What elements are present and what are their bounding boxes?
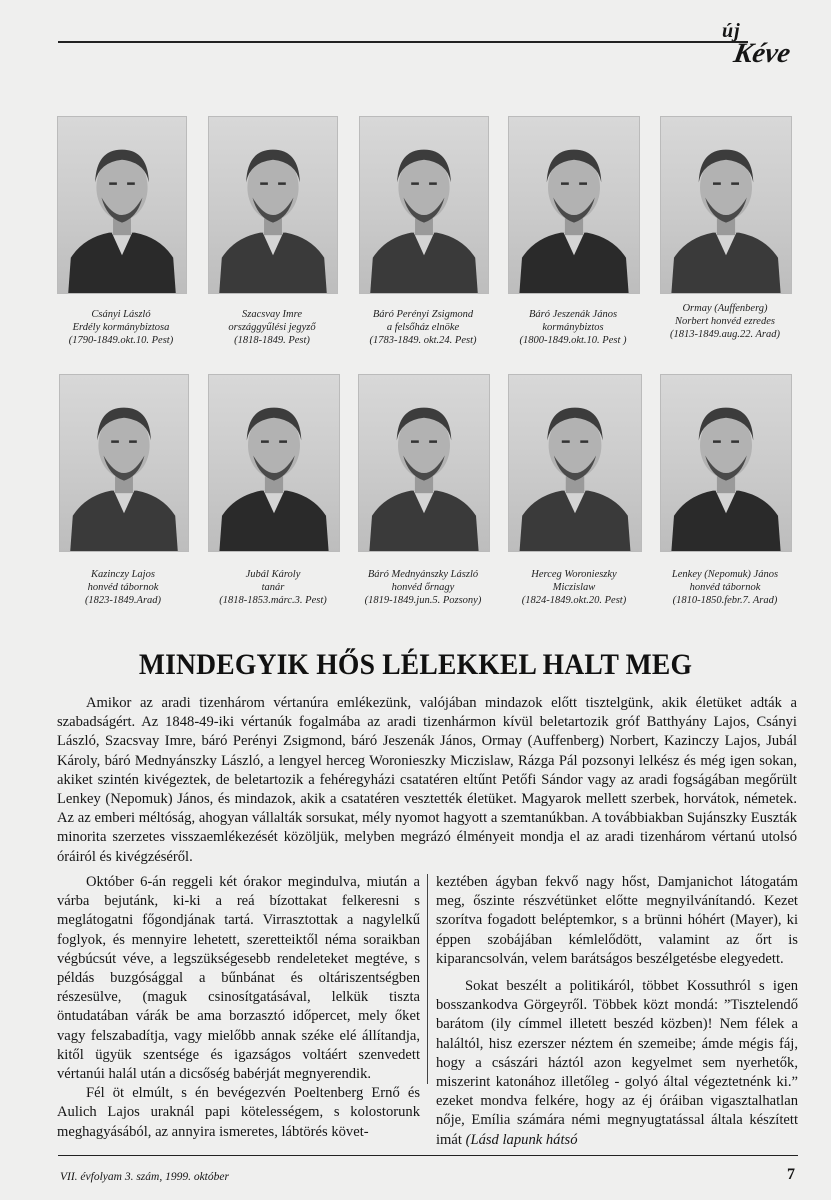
portrait-caption xyxy=(496,308,650,347)
portrait-dates: (1819-1849.jun.5. Pozsony) xyxy=(364,595,482,606)
portrait-title: országgyűlési jegyző xyxy=(228,322,316,333)
portrait-engraving xyxy=(660,374,792,552)
article-intro: Amikor az aradi tizenhárom vértanúra emlékezünk, valójában mindazok előtt tisztelgünk, akik életüket adták a szabadságért. Az 1848-49-iki vértanúk fogalmába az aradi tizenhármon kívül beletartozik gróf Batthyány Lajos, Csányi László, Szacsvay Imre, báró Perényi Zsigmond, báró Jeszenák János, Ormay (Auffenberg) Norbert, Kazinczy Lajos, Jubál Károly, báró Mednyánszky László, a lengyel herceg Woronieszky Miczislaw, Rázga Pál pozsonyi lelkész és még igen sokan, akiket szintén kivégeztek, de beletartozik a fehéregyházi csatatéren eltűnt Petőfi Sándor vagy az aradi fogságában megőrült Lenkey (Nepomuk) János, és mindazok, akik a csatatéren vesztették életüket. Magyarok mellett szerbek, horvátok, németek. Az az emberi méltóság, ahogyan vállalták sorsukat, mély nyomot hagyott a szemtanúkban. A továbbiakban Sujánszky Euszták minorita szerzetes visszaemlékezését közöljük, melyben megrázó élményeit mondja el az aradi tizenhárom vértanú utolsó óráiról és kivégzéséről. xyxy=(57,695,797,865)
portrait-dates: (1783-1849. okt.24. Pest) xyxy=(369,335,477,346)
portrait-caption xyxy=(47,568,199,607)
article-title: MINDEGYIK HŐS LÉLEKKEL HALT MEG xyxy=(138,648,693,681)
page-number: 7 xyxy=(787,1166,795,1183)
logo-uj: új xyxy=(722,20,741,42)
column-divider xyxy=(427,874,428,1084)
portrait-name: Jubál Károly xyxy=(245,569,301,580)
portrait-dates: (1823-1849.Arad) xyxy=(84,595,162,606)
portrait-engraving xyxy=(208,116,338,294)
portrait-name: Báró Jeszenák János xyxy=(528,309,618,320)
portrait-dates: (1818-1853.márc.3. Pest) xyxy=(219,595,327,606)
portrait-caption xyxy=(196,308,348,347)
portrait-caption xyxy=(648,568,802,607)
issue-info: VII. évfolyam 3. szám, 1999. október xyxy=(60,1171,229,1183)
portrait-caption xyxy=(45,308,197,347)
portrait-caption xyxy=(496,568,652,607)
portrait-dates: (1818-1849. Pest) xyxy=(234,335,310,346)
portrait-engraving xyxy=(660,116,792,294)
portrait-name: Báró Mednyánszky László xyxy=(367,569,479,580)
paragraph: Október 6-án reggeli két órakor megindulva, miután a várba bejutánk, ki-ki a reá bízottakat felkeresni s meglátogatni főgondjának tartá. Virrasztottak a nagylelkű foglyok, és mennyire lehetett, szeretteiktől néma soraikban végbúcsút véve, a legszükségesebb rendeleteket megtéve, s példás buzgósággal a bűnbánat és oltáriszentségben részesülve, (maguk csinosítgatásával, lelkük tiszta öntudatában várák be ama borzasztó időpercet, mely őket vagy felszabadítja, vagy mielőbb annak széke elé állítandja, kitől ügyük szentsége és igazságos voltáért szenvedett vértanúi halál után a dicsőség babérját megnyerendik. xyxy=(57,874,420,1083)
portrait-name: Szacsvay Imre xyxy=(242,309,302,320)
see-back-page-note: (Lásd lapunk hátsó xyxy=(465,1131,578,1148)
portrait-engraving xyxy=(57,116,187,294)
logo-keve: Kéve xyxy=(731,38,793,69)
portrait-name: Herceg Woronieszky xyxy=(531,569,617,580)
portrait-engraving xyxy=(358,374,490,552)
header-rule xyxy=(58,41,748,43)
portrait-caption xyxy=(648,302,802,341)
magazine-logo xyxy=(716,20,806,72)
portrait-engraving xyxy=(508,374,642,552)
column-left xyxy=(57,873,420,1142)
column-right xyxy=(436,873,798,1150)
portrait-engraving xyxy=(359,116,489,294)
portrait-title: honvéd tábornok xyxy=(87,582,159,593)
portrait-caption xyxy=(347,308,499,347)
paragraph-text: Sokat beszélt a politikáról, többet Kossuthról s igen bosszankodva Görgeyről. Többek közt mondá: ”Tisztelendő barátom (ily címmel illetett beszéd közben)! Nem félek a haláltól, hisz ezerszer néztem én szemeibe; ámde mégis fáj, hogy a császári háztól azon kegyelmet sem nyerhetők, miszerint katonához illetőleg - golyó által végeztetnénk ki.” ezeket mondva felkére, hogy az éj óráiban vigasztalhatlan nője, Emília számára némi megnyugtatással általa készített imát xyxy=(436,978,798,1148)
portrait-name: Báró Perényi Zsigmond xyxy=(372,309,474,320)
portrait-title: kormánybiztos xyxy=(542,322,604,333)
portrait-caption xyxy=(346,568,500,607)
portrait-engraving xyxy=(508,116,640,294)
portrait-dates: (1810-1850.febr.7. Arad) xyxy=(672,595,778,606)
paragraph: Fél öt elmúlt, s én bevégezvén Poeltenberg Ernő és Aulich Lajos uraknál papi kötelességem, s kolostorunk meghagyásából, az annyira ismeretes, lábtörés követ- xyxy=(57,1085,420,1140)
portrait-name: Ormay (Auffenberg) xyxy=(682,303,768,314)
portrait-name: Kazinczy Lajos xyxy=(91,569,155,580)
portrait-caption xyxy=(196,568,350,607)
paragraph xyxy=(436,977,798,1150)
portrait-engraving xyxy=(59,374,189,552)
portrait-dates: (1790-1849.okt.10. Pest) xyxy=(68,335,174,346)
portrait-engraving xyxy=(208,374,340,552)
portrait-title: tanár xyxy=(261,582,285,593)
footer-rule xyxy=(58,1155,798,1156)
portrait-title: honvéd őrnagy xyxy=(391,582,455,593)
portrait-dates: (1800-1849.okt.10. Pest ) xyxy=(519,335,627,346)
portrait-dates: (1824-1849.okt.20. Pest) xyxy=(521,595,627,606)
portrait-name: Lenkey (Nepomuk) János xyxy=(671,569,779,580)
paragraph: keztében ágyban fekvő nagy hőst, Damjanichot látogatám meg, őszinte részvétünket előtte megnyilvánítandó. Kezet szorítva fogadott beléptemkor, s a brünni hóhért (Mayer), ki éppen szobájában kémlelődött, valamint az őrt is kiparancsolván, velem barátságos beszélgetésbe elegyedett. xyxy=(436,874,798,967)
portrait-title: Erdély kormánybiztosa xyxy=(72,322,170,333)
portrait-title: honvéd tábornok xyxy=(689,582,761,593)
portrait-dates: (1813-1849.aug.22. Arad) xyxy=(669,329,781,340)
portrait-title: a felsőház elnöke xyxy=(386,322,460,333)
portrait-title: Miczislaw xyxy=(552,582,596,593)
portrait-title: Norbert honvéd ezredes xyxy=(675,316,775,327)
portrait-name: Csányi László xyxy=(91,309,151,320)
